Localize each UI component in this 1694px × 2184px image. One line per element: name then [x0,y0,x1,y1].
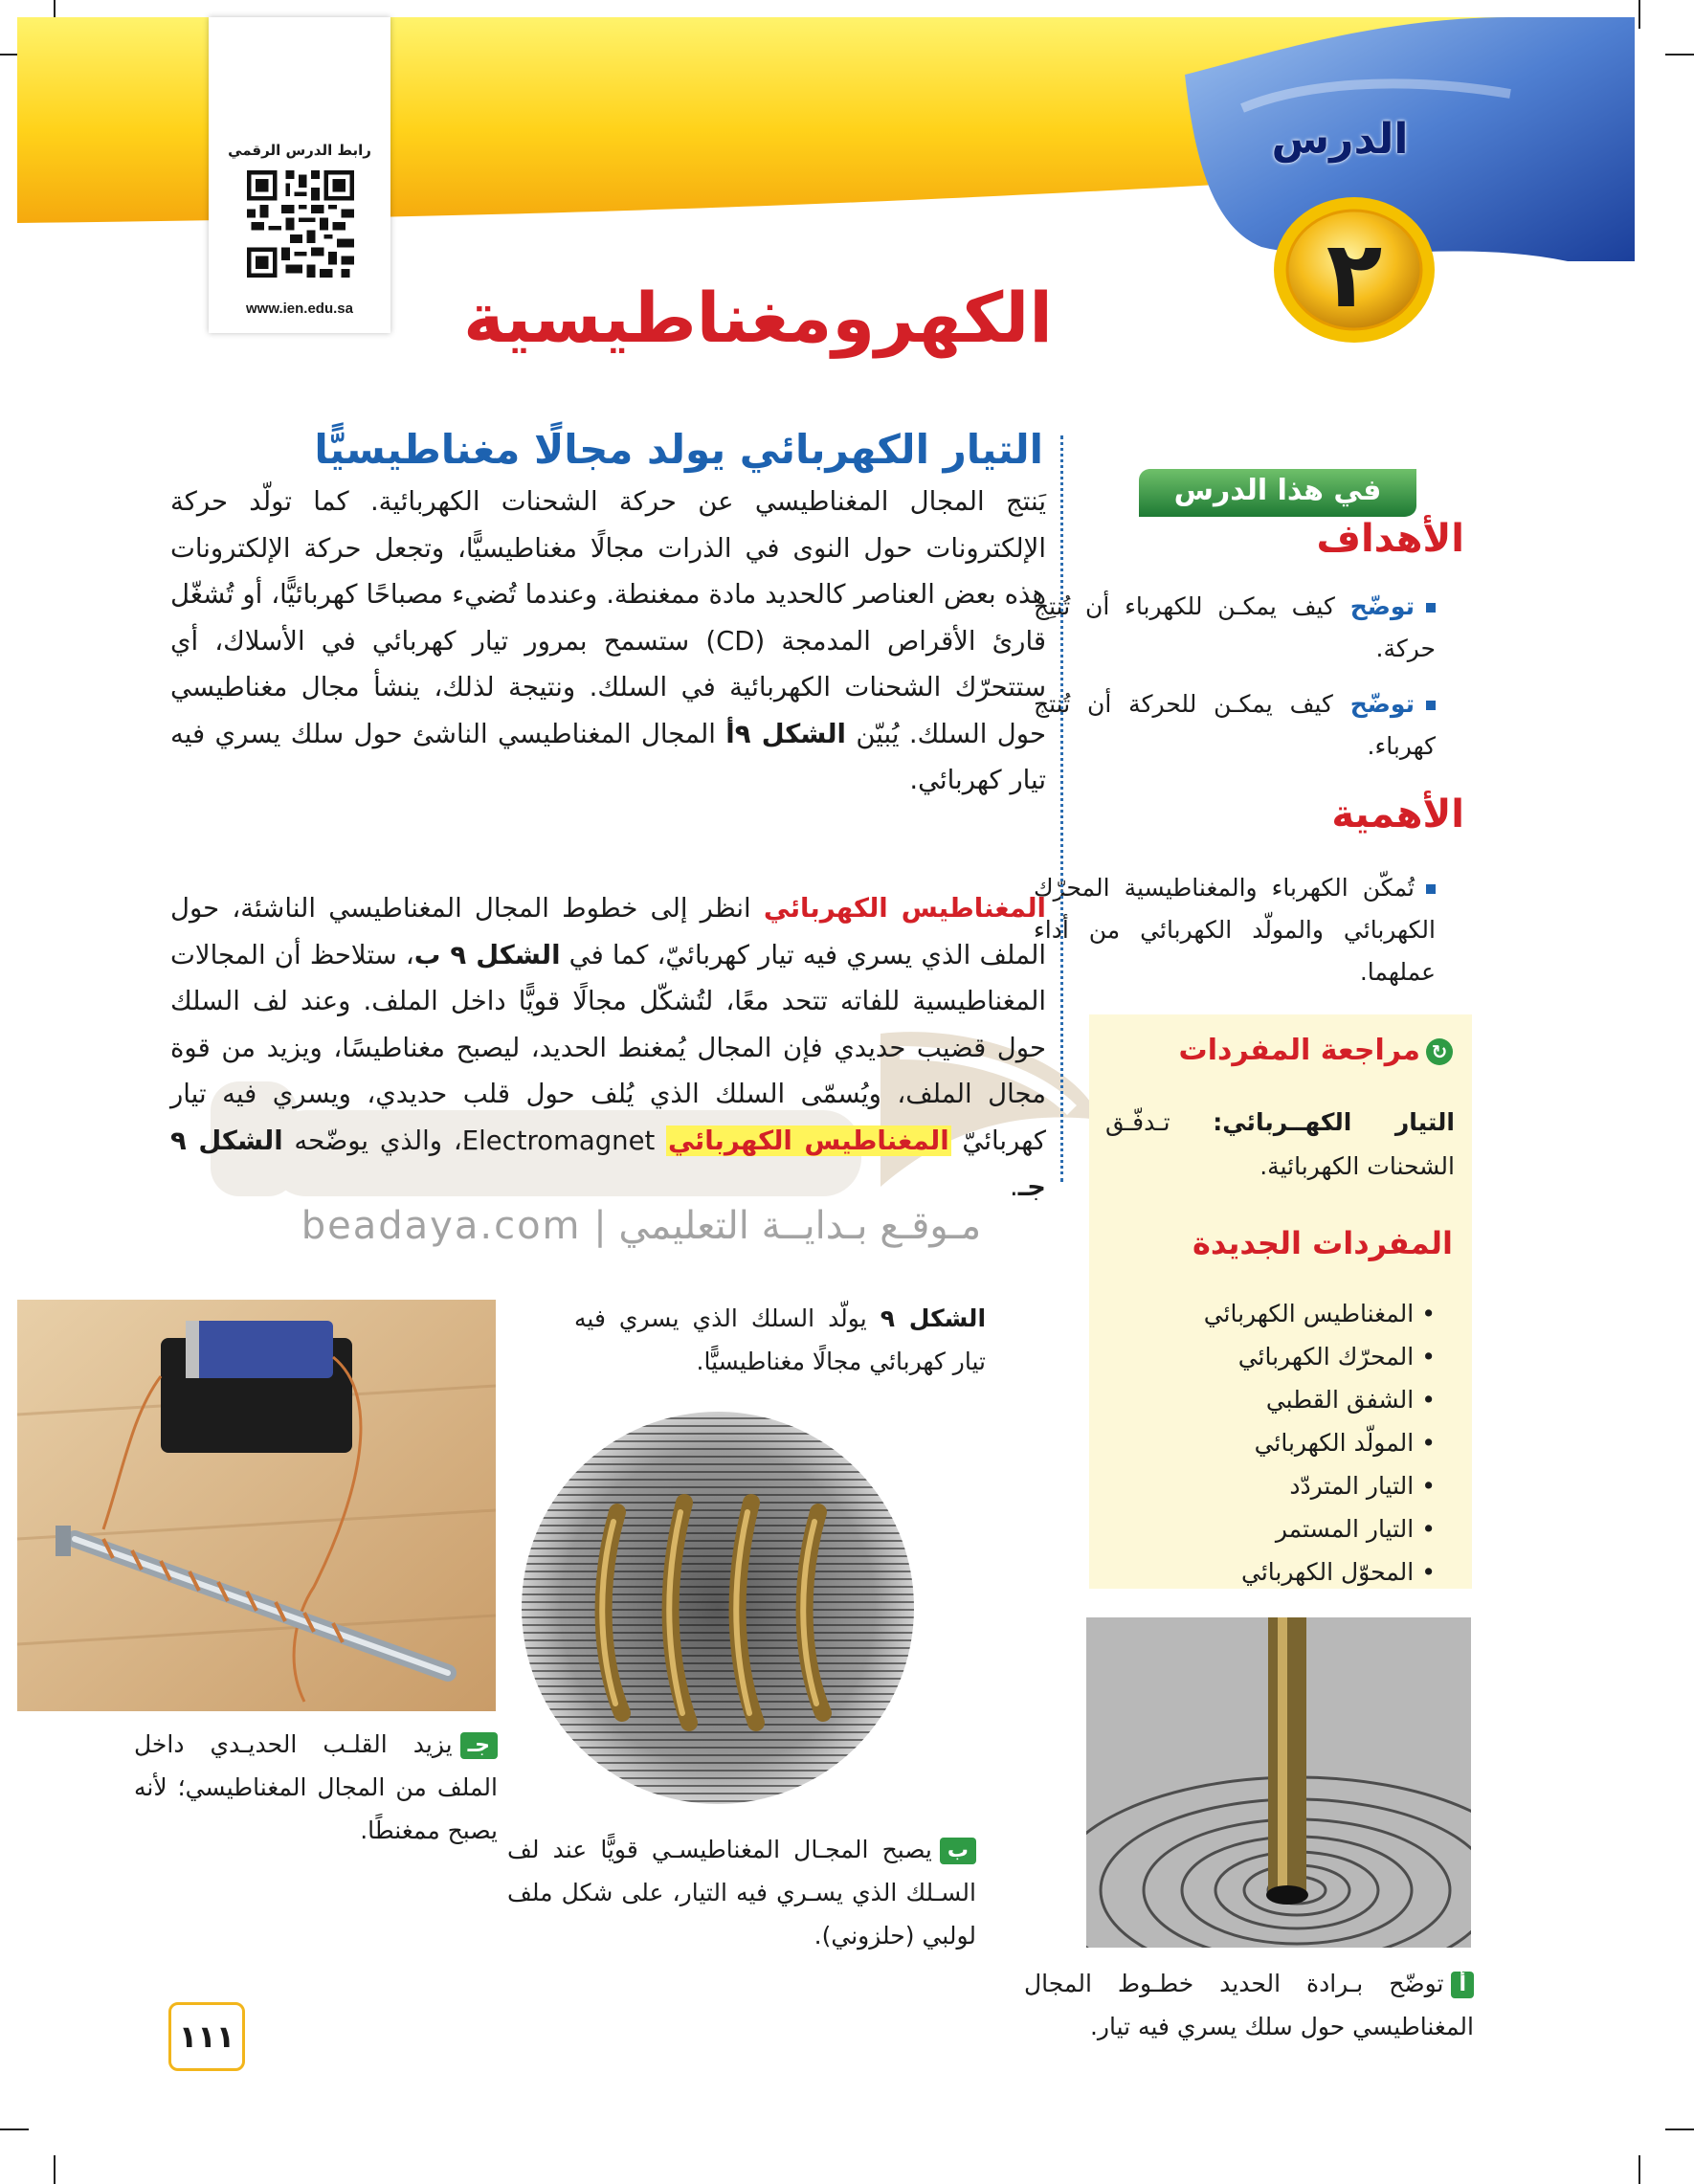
qr-url[interactable]: www.ien.edu.sa [246,301,353,317]
qr-card[interactable] [209,17,390,333]
review-icon: ↻ [1426,1038,1453,1065]
page-number: ١١١ [168,2002,245,2071]
lesson-number: ٢ [1326,221,1383,328]
paragraph-lead-term: المغناطيس الكهربائي [763,893,1046,924]
list-item: • المحوّل الكهربائي [1110,1550,1436,1593]
caption-tag: أ [1451,1972,1474,1998]
qr-caption: رابط الدرس الرقمي [228,142,371,159]
figure-caption-c: جـيزيد القلـب الحديـدي داخل الملف من المجال المغناطيسي؛ لأنه يصبح ممغنطًا. [134,1730,498,1844]
list-item: • التيار المتردّد [1110,1464,1436,1507]
list-item: • المحرّك الكهربائي [1110,1335,1436,1378]
bullet-icon [1426,603,1436,613]
highlighted-term: المغناطيس الكهربائي [668,1125,949,1156]
section-heading: التيار الكهربائي يولد مجالًا مغناطيسيًّا [314,426,1043,473]
figure-reference[interactable]: الشكل ٩ جـ [170,1125,1046,1202]
vocab-review-heading: ↻مراجعة المفردات [1110,1034,1453,1067]
new-vocab-heading: المفردات الجديدة [1192,1225,1453,1261]
body-paragraph: يَنتج المجال المغناطيسي عن حركة الشحنات الكهربائية. كما تولّد حركة الإلكترونات حول النوى في الذرات مجالًا مغناطيسيًّا، وتجعل حركة الإلكترونات هذه بعض العناصر كالحديد مادة ممغنطة. وعندما تُضيء مصباحًا كهربائيًّا، أو تُشغّل قارئ الأقراص المدمجة (CD) ستسمح بمرور تيار كهربائي في الأسلاك، أي ستتحرّك الشحنات الكهربائية في السلك. ونتيجة لذلك، ينشأ مجال مغناطيسي حول السلك. يُبيّن الشكل ٩أ المجال المغناطيسي الناشئ حول سلك يسري فيه تيار كهربائي. [170,486,1046,795]
coil-field-photo [512,1407,924,1809]
electromagnet-photo [17,1300,496,1711]
importance-item: تُمكّن الكهرباء والمغناطيسية المحرّك الكهربائي والمولّد الكهربائي من أداء عملهما. [1034,874,1436,986]
crop-mark [1638,2155,1640,2184]
importance-heading: الأهمية [1331,792,1464,836]
objectives-heading: الأهداف [1316,517,1464,561]
bullet-icon [1426,884,1436,894]
list-item: • التيار المستمر [1110,1507,1436,1550]
caption-tag: جـ [460,1732,498,1759]
lesson-label: الدرس [1271,115,1409,164]
figure-caption-a: أتوضّح بـرادة الحديد خطـوط المجال المغناطيسي حول سلك يسري فيه تيار. [1024,1970,1474,2040]
crop-mark [1665,2128,1694,2130]
list-item: • المغناطيس الكهربائي [1110,1292,1436,1335]
figure-caption-b: بيصبح المجـال المغناطيسـي قويًّا عند لف السـلك الذي يسـري فيه التيار، على شكل ملف لولبي (حلزوني). [507,1836,976,1950]
column-divider [1060,435,1063,1182]
body-paragraph: المغناطيس الكهربائي انظر إلى خطوط المجال المغناطيسي الناشئة، حول الملف الذي يسري فيه تيار كهربائيّ، كما في الشكل ٩ ب، ستلاحظ أن المجالات المغناطيسية للفاته تتحد معًا، لتُشكّل مجالًا قويًّا داخل الملف. وعند لف السلك حول قضيب حديدي فإن المجال يُمغنط الحديد، ليصبح مغناطيسًا، ويزيد من قوة مجال الملف، ويُسمّى السلك الذي يُلف حول قلب حديدي، ويسري فيه تيار كهربائيّ المغناطيس الكهربائي Electromagnet، والذي يوضّحه الشكل ٩ جـ. [170,893,1046,1202]
objective-item: توضّح كيف يمكـن للحركة أن تُنتج كهرباء. [1034,690,1436,760]
bullet-icon [1426,701,1436,710]
caption-tag: ب [940,1838,976,1864]
list-item: • المولّد الكهربائي [1110,1421,1436,1464]
wire-field-photo [1086,1617,1471,1948]
crop-mark [1638,0,1640,29]
figure-reference[interactable]: الشكل ٩أ [725,718,846,749]
objective-item: توضّح كيف يمكـن للكهرباء أن تُنتِج حركة. [1034,592,1436,662]
qr-code-icon[interactable] [247,170,354,278]
in-lesson-label: في هذا الدرس [1173,474,1382,507]
new-vocab-list [1110,1292,1436,1593]
crop-mark [0,2128,29,2130]
crop-mark [1665,54,1694,56]
lesson-title: الكهرومغناطيسية [463,278,1053,358]
watermark-text: مـوقـع بـدايــة التعليمي | beadaya.com [301,1204,982,1248]
list-item: • الشفق القطبي [1110,1378,1436,1421]
crop-mark [54,2155,56,2184]
vocab-review-definition: التيار الكهــربائي: تـدفّـق الشحنات الكهربائية. [1105,1108,1455,1180]
figure-title: الشكل ٩ يولّد السلك الذي يسري فيه تيار كهربائي مجالًا مغناطيسيًّا. [574,1304,987,1375]
figure-reference[interactable]: الشكل ٩ ب [413,939,561,970]
